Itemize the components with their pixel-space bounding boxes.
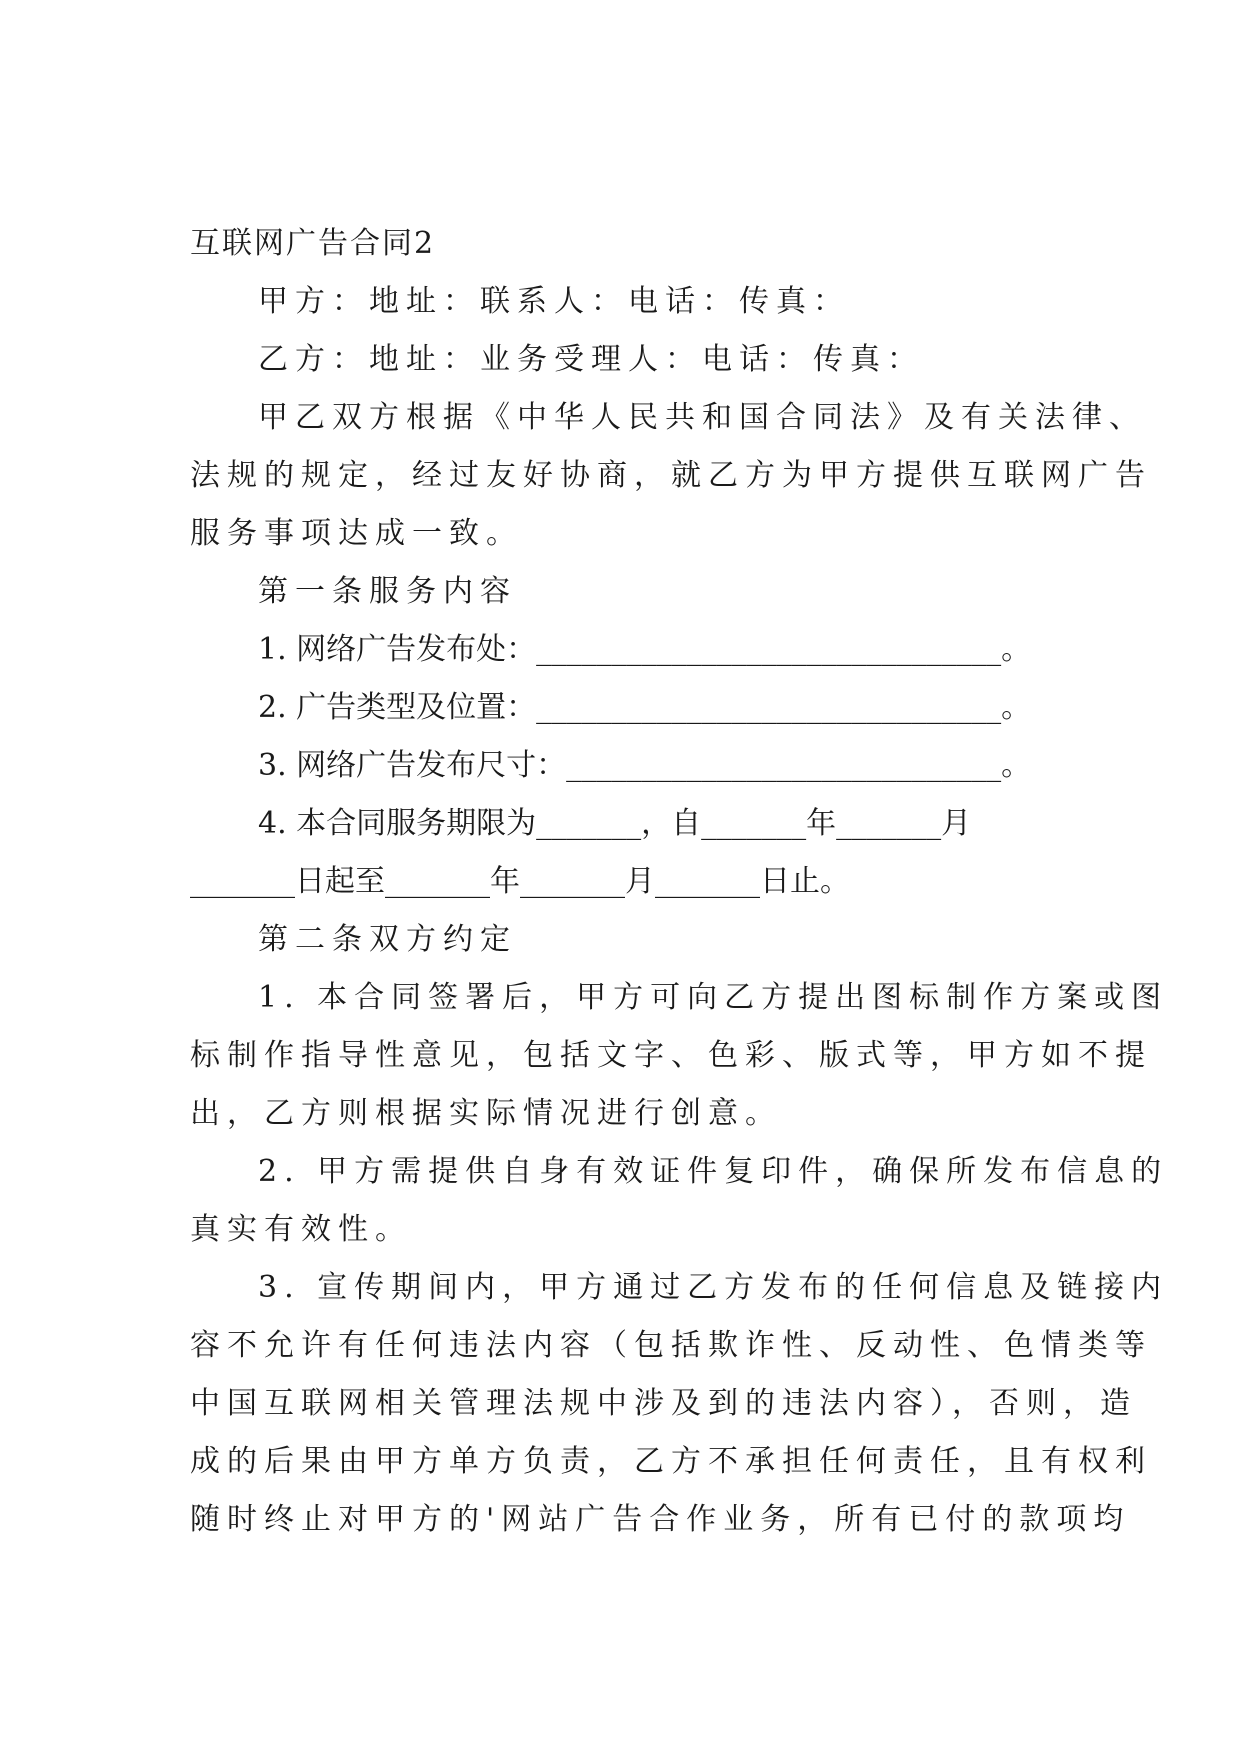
article-2-item-3-line: 容不允许有任何违法内容（包括欺诈性、反动性、色情类等 xyxy=(190,1328,1152,1363)
article-1-item-4-line: _______日起至_______年_______月_______日止。 xyxy=(190,864,850,899)
article-2-item-3-line: 成的后果由甲方单方负责，乙方不承担任何责任，且有权利 xyxy=(190,1444,1152,1479)
intro-paragraph-line: 服务事项达成一致。 xyxy=(190,516,523,551)
party-b-info: 乙方：地址：业务受理人：电话：传真： xyxy=(258,342,924,377)
party-a-info: 甲方：地址：联系人：电话：传真： xyxy=(258,284,850,319)
article-1-item-1: 1. 网络广告发布处：_______________________________。 xyxy=(258,632,1032,667)
article-2-item-2-line: 2. 甲方需提供自身有效证件复印件，确保所发布信息的 xyxy=(258,1154,1169,1189)
article-2-heading: 第二条双方约定 xyxy=(258,922,517,957)
intro-paragraph-line: 甲乙双方根据《中华人民共和国合同法》及有关法律、 xyxy=(258,400,1146,435)
article-1-item-3: 3. 网络广告发布尺寸：_____________________________。 xyxy=(258,748,1032,783)
intro-paragraph-line: 法规的规定，经过友好协商，就乙方为甲方提供互联网广告 xyxy=(190,458,1152,493)
article-2-item-3-line: 中国互联网相关管理法规中涉及到的违法内容），否则，造 xyxy=(190,1386,1137,1421)
article-2-item-3-line: 3. 宣传期间内，甲方通过乙方发布的任何信息及链接内 xyxy=(258,1270,1169,1305)
article-2-item-2-line: 真实有效性。 xyxy=(190,1212,412,1247)
article-1-item-4-line: 4. 本合同服务期限为_______，自_______年_______月 xyxy=(258,806,972,841)
document-title: 互联网广告合同2 xyxy=(190,226,436,261)
article-1-heading: 第一条服务内容 xyxy=(258,574,517,609)
article-2-item-1-line: 1. 本合同签署后，甲方可向乙方提出图标制作方案或图 xyxy=(258,980,1169,1015)
article-1-item-2: 2. 广告类型及位置：_______________________________。 xyxy=(258,690,1032,725)
article-2-item-1-line: 标制作指导性意见，包括文字、色彩、版式等，甲方如不提 xyxy=(190,1038,1152,1073)
article-2-item-3-line: 随时终止对甲方的'网站广告合作业务，所有已付的款项均 xyxy=(190,1502,1131,1537)
article-2-item-1-line: 出，乙方则根据实际情况进行创意。 xyxy=(190,1096,782,1131)
